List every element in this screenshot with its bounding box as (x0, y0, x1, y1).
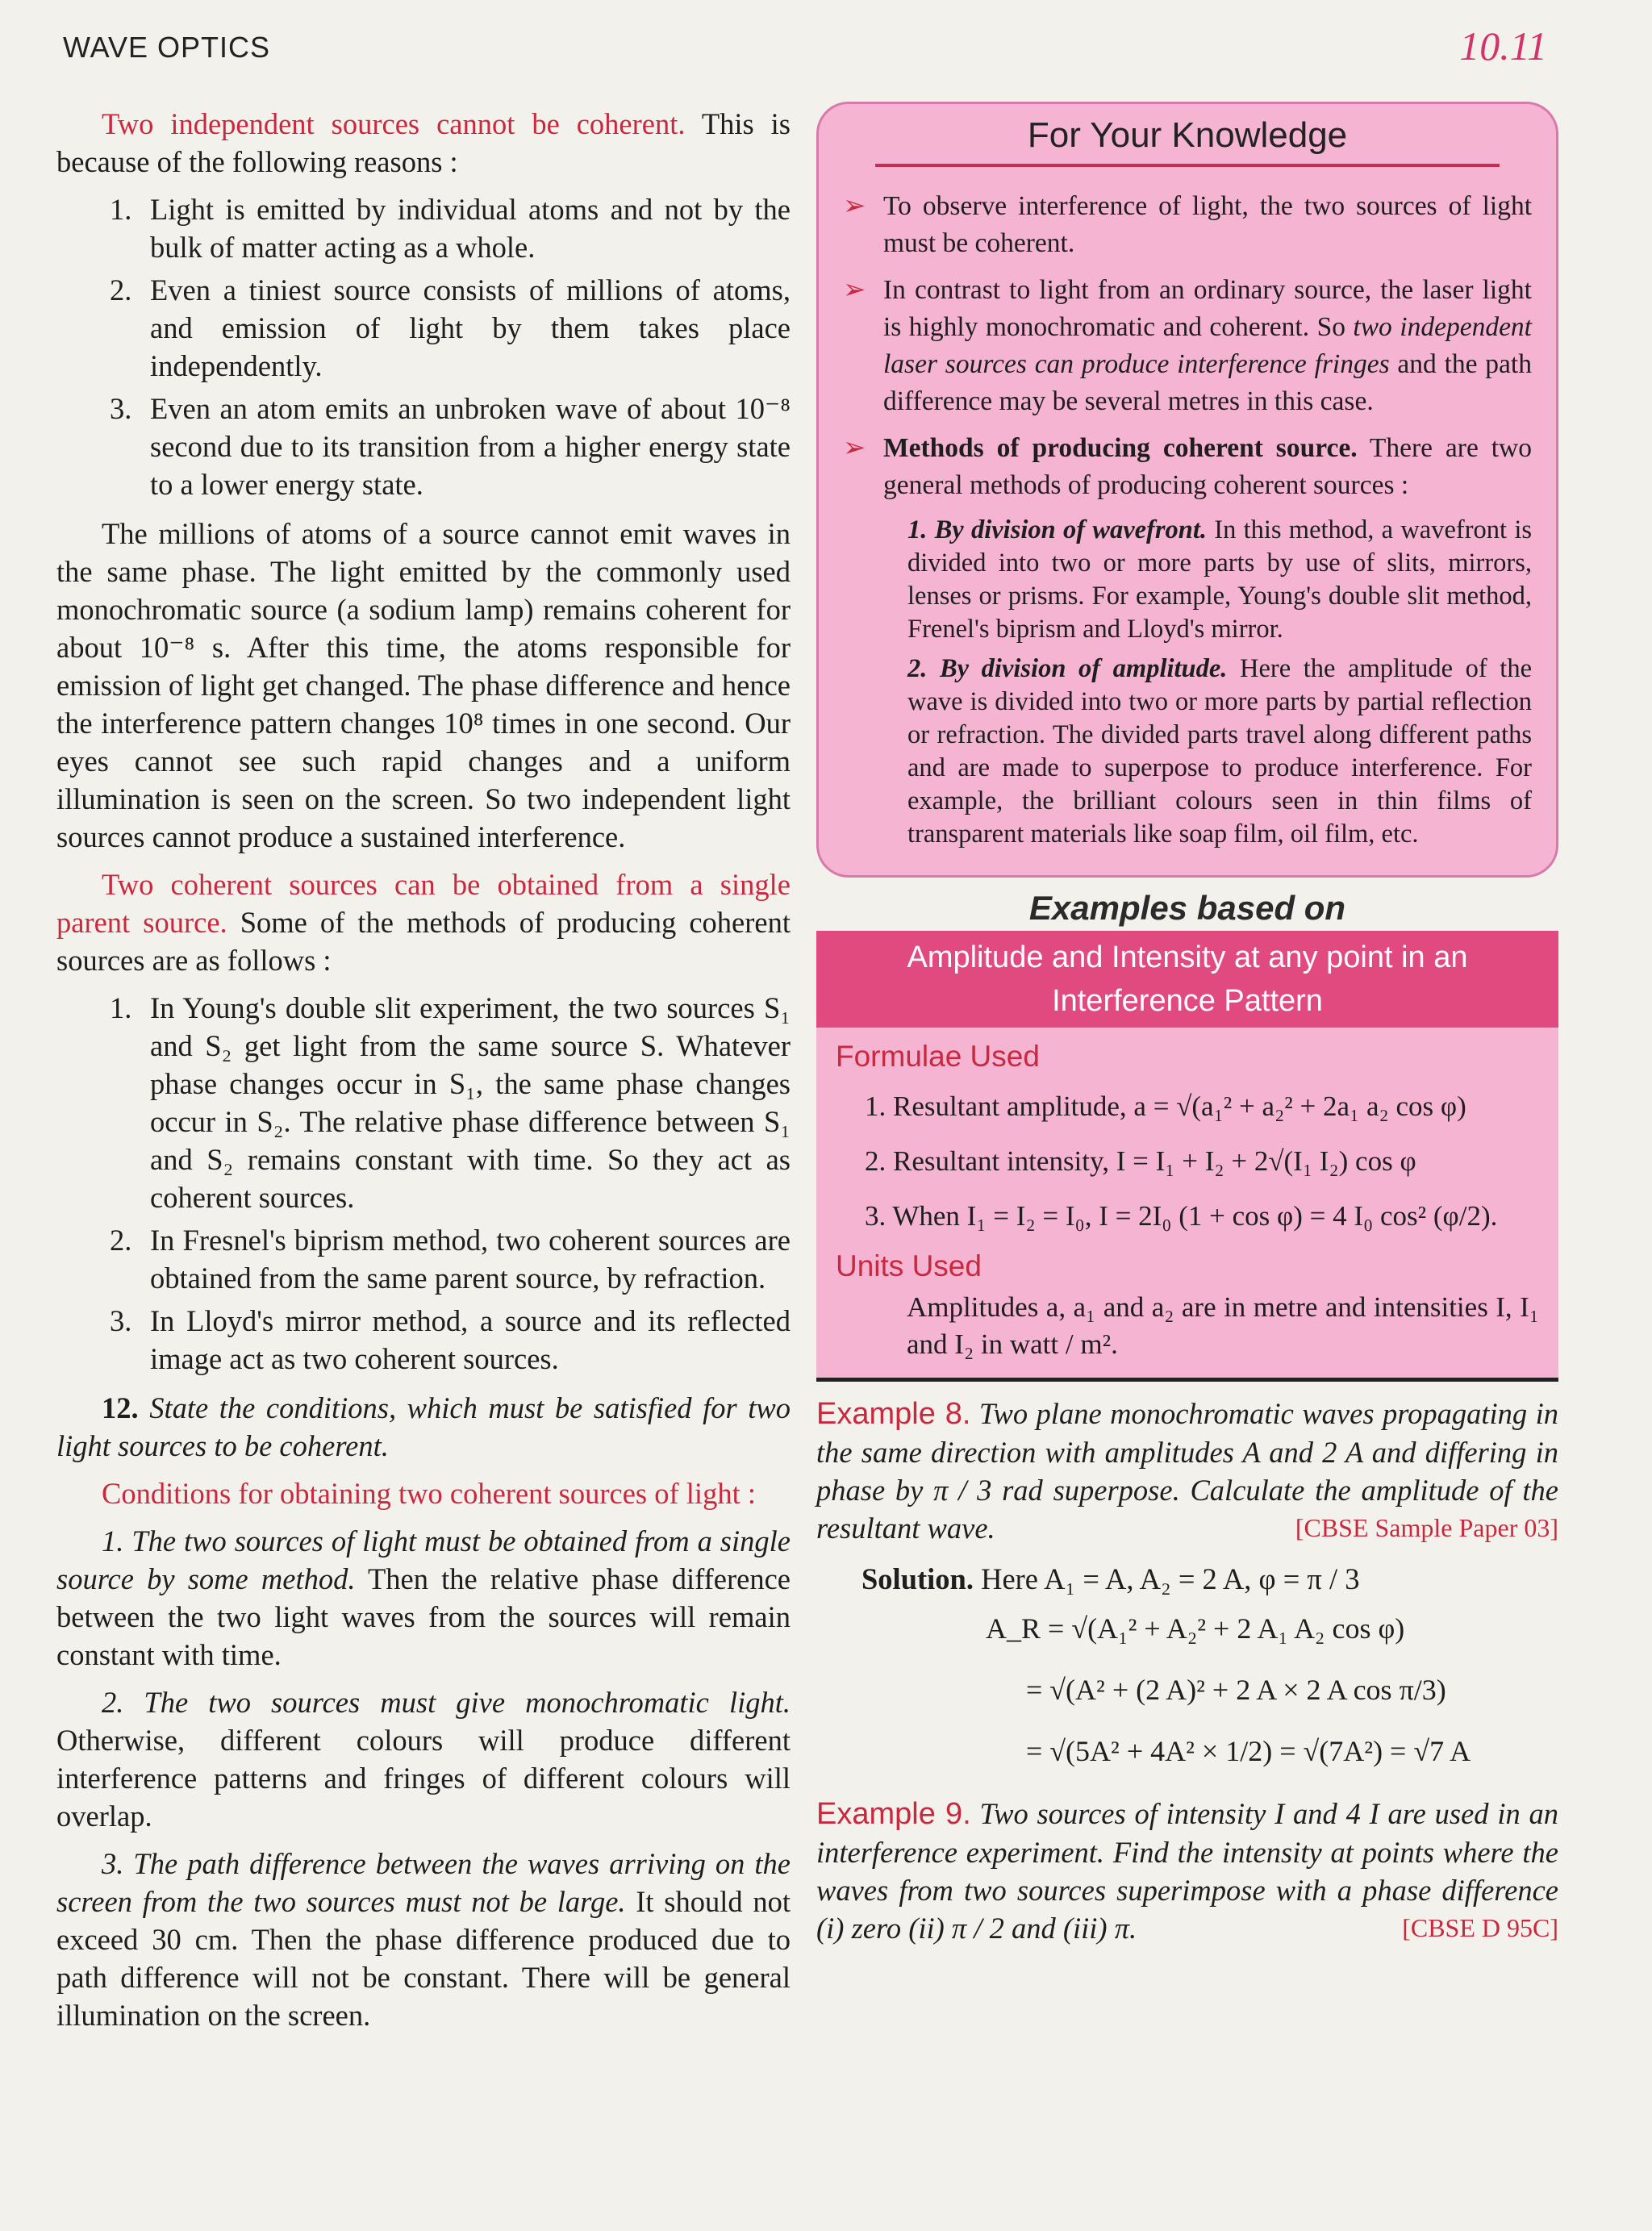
topic-banner: Amplitude and Intensity at any point in an Interference Pattern (816, 931, 1558, 1028)
solution: Solution. Here A₁ = A, A₂ = 2 A, φ = π / 3 (861, 1562, 1360, 1595)
example-label: Example 8. (816, 1397, 971, 1431)
arrow-bullet-icon: ➢ (843, 191, 866, 221)
reasons-list (56, 190, 791, 503)
arrow-bullet-icon: ➢ (843, 433, 866, 463)
intro-rest: This is because of the following reasons : (56, 107, 791, 178)
formula-row: 1. Resultant amplitude, a = √(a₁² + a₂² + 2a₁ a₂ cos φ) (865, 1090, 1466, 1122)
list-item: 2. In Fresnel's biprism method, two coherent sources are obtained from the same parent source, by refraction. (110, 1224, 791, 1295)
conditions-heading: Conditions for obtaining two coherent sources of light : (102, 1477, 756, 1510)
list-item: 1. Light is emitted by individual atoms and not by the bulk of matter acting as a whole. (110, 193, 791, 264)
coherence-paragraph: The millions of atoms of a source cannot emit waves in the same phase. The light emitted by the commonly used monochromatic source (a sodium lamp) remains coherent for about 10⁻⁸ s. After this time, the atoms responsible for emission of light get changed. The phase difference and hence the interference pattern changes 10⁸ times in one second. Our eyes cannot see such rapid changes and a uniform illumination is seen on the screen. So two independent light sources cannot produce a sustained interference. (56, 517, 791, 853)
example-label: Example 9. (816, 1797, 971, 1831)
formulae-box (816, 1028, 1558, 1382)
knowledge-title: For Your Knowledge (875, 112, 1500, 167)
equation-line: = √(A² + (2 A)² + 2 A × 2 A cos π/3) (1026, 1674, 1446, 1706)
list-item: 3. Even an atom emits an unbroken wave of about 10⁻⁸ second due to its transition from a higher energy state to a lower energy state. (110, 392, 791, 501)
for-your-knowledge-box (816, 102, 1558, 878)
knowledge-item: ➢ To observe interference of light, the two sources of light must be coherent. (843, 188, 1532, 262)
page-number: 10.11 (1459, 23, 1547, 69)
knowledge-item: ➢ In contrast to light from an ordinary source, the laser light is highly monochromatic and coherent. So two independent laser sources can produce interference fringes and the path difference may be several metres in this case. (843, 272, 1532, 420)
left-column (56, 105, 791, 2044)
source-reference: [CBSE D 95C] (1402, 1913, 1558, 1942)
condition-item: 1. The two sources of light must be obtained from a single source by some method. Then the relative phase difference between the two light waves from the sources will remain constant with time. (56, 1524, 791, 1671)
methods-list (56, 989, 791, 1378)
formula-row: 2. Resultant intensity, I = I₁ + I₂ + 2√(I₁ I₂) cos φ (865, 1145, 1416, 1177)
knowledge-subitem: 2. By division of amplitude. Here the amplitude of the wave is divided into two or more parts by partial reflection or refraction. The divided parts travel along different paths and are made to superpose to produce interference. For example, the brilliant colours seen in thin films of transparent materials like soap film, oil film, etc. (907, 654, 1533, 849)
intro-paragraph (56, 105, 791, 181)
units-text: Amplitudes a, a₁ and a₂ are in metre and intensities I, I₁ and I₂ in watt / m². (907, 1291, 1539, 1360)
equation-line: A_R = √(A₁² + A₂² + 2 A₁ A₂ cos φ) (986, 1612, 1405, 1645)
example-8: Example 8. Two plane monochromatic waves propagating in the same direction with amplitudes A and 2 A and differing in phase by π / 3 rad superpose. Calculate the amplitude of the resultant wave. [CBSE Sample Paper 03] Solution. Here A₁ = A, A₂ = 2 A, φ = π / 3 A_R = √(A₁² + A₂² + 2 A₁ A₂ cos φ) = √(A² + (2 A)² + 2 A × 2 A cos π/3) = √(5A² + 4A² × 1/2) = √(7A²) = √7 A (816, 1395, 1558, 1782)
units-heading: Units Used (836, 1249, 982, 1282)
parent-source-paragraph: Two coherent sources can be obtained from a single parent source. Some of the methods of producing coherent sources are as follows : (56, 868, 791, 977)
list-item: 2. Even a tiniest source consists of millions of atoms, and emission of light by them takes place independently. (110, 273, 791, 382)
equation-line: = √(5A² + 4A² × 1/2) = √(7A²) = √7 A (1026, 1735, 1471, 1767)
section-title: WAVE OPTICS (63, 31, 271, 64)
list-item: 3. In Lloyd's mirror method, a source and its reflected image act as two coherent sources. (110, 1304, 791, 1375)
condition-item: 3. The path difference between the waves arriving on the screen from the two sources must not be large. It should not exceed 30 cm. Then the phase difference produced due to path difference will not be constant. There will be general illumination on the screen. (56, 1847, 791, 2032)
condition-item: 2. The two sources must give monochromatic light. Otherwise, different colours will produce different interference patterns and fringes of different colours will overlap. (56, 1686, 791, 1833)
arrow-bullet-icon: ➢ (843, 275, 866, 305)
formulae-heading: Formulae Used (836, 1040, 1040, 1073)
question-12: 12. State the conditions, which must be satisfied for two light sources to be coherent. (56, 1391, 791, 1462)
list-item: 1. In Young's double slit experiment, the two sources S₁ and S₂ get light from the same source S. Whatever phase changes occur in S₁, the same phase changes occur in S₂. The relative phase difference between S₁ and S₂ remains constant with time. So they act as coherent sources. (110, 991, 791, 1214)
example-9: Example 9. Two sources of intensity I and 4 I are used in an interference experiment. Find the intensity at points where the waves from two sources superimpose with a phase difference (i) zero (ii) π / 2 and (iii) π. [CBSE D 95C] (816, 1795, 1558, 1947)
right-column (816, 102, 1558, 1947)
knowledge-item: ➢ Methods of producing coherent source. There are two general methods of producing coherent sources : (843, 430, 1532, 504)
knowledge-subitem: 1. By division of wavefront. In this method, a wavefront is divided into two or more parts by use of slits, mirrors, lenses or prisms. For example, Young's double slit method, Frenel's biprism and Lloyd's mirror. (907, 515, 1532, 644)
intro-highlight: Two independent sources cannot be coherent. (102, 107, 686, 140)
source-reference: [CBSE Sample Paper 03] (1295, 1513, 1558, 1542)
formula-row: 3. When I₁ = I₂ = I₀, I = 2I₀ (1 + cos φ) = 4 I₀ cos² (φ/2). (865, 1200, 1498, 1232)
examples-heading: Examples based on (1028, 889, 1346, 927)
